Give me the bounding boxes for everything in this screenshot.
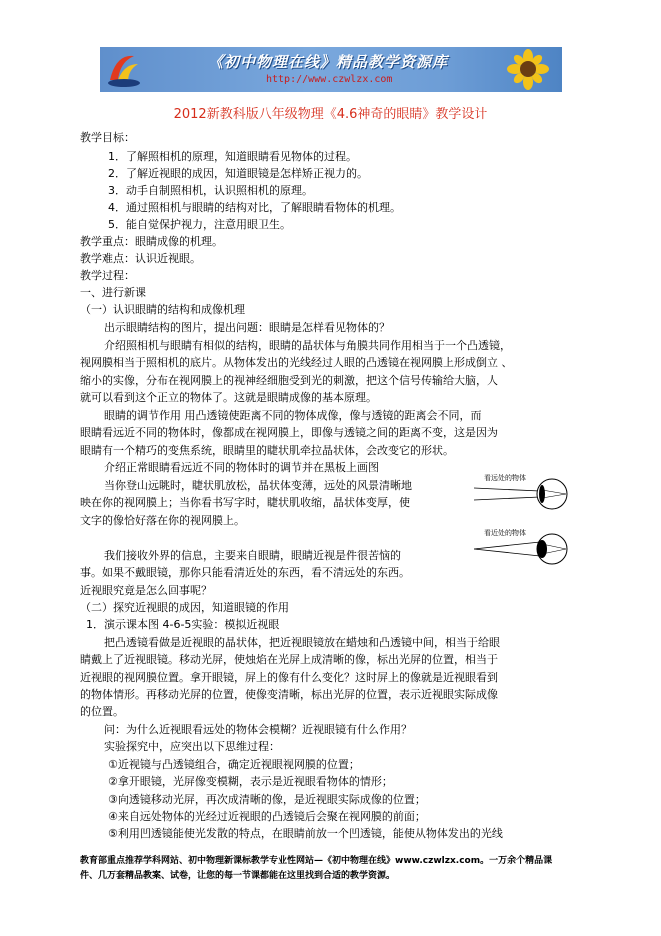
text-line: ①近视镜与凸透镜组合，确定近视眼视网膜的位置；: [108, 758, 360, 771]
text-line: 我们接收外界的信息，主要来自眼睛，眼睛近视是件很苦恼的: [104, 549, 401, 562]
text-line: 实验探究中，应突出以下思维过程：: [104, 740, 280, 753]
text-line: 教学过程：: [80, 269, 135, 282]
eye-far-icon: [474, 479, 567, 509]
text-line: 的位置。: [80, 705, 124, 718]
eye-accommodation-diagram: [470, 468, 580, 573]
text-line: 介绍正常眼睛看远近不同的物体时的调节并在黑板上画图: [104, 461, 379, 474]
text-line: 一、进行新课: [80, 286, 146, 299]
text-line: 介绍照相机与眼睛有相似的结构，眼睛的晶状体与角膜共同作用相当于一个凸透镜，: [104, 339, 511, 352]
text-line: 就可以看到这个正立的物体了。这就是眼睛成像的基本原理。: [80, 391, 377, 404]
figure-label-near: 看近处的物体: [484, 529, 526, 537]
text-line: 教学目标：: [80, 131, 135, 144]
text-line: 2．了解近视眼的成因，知道眼镜是怎样矫正视力的。: [108, 167, 368, 180]
text-line: 事。如果不戴眼镜，那你只能看清近处的东西，看不清远处的东西。: [80, 566, 410, 579]
text-line: 眼睛有一个精巧的变焦系统，眼睛里的睫状肌牵拉晶状体，会改变它的形状。: [80, 444, 454, 457]
footer-line: 件、几万套精品教案、试卷，让您的每一节课都能在这里找到合适的教学资源。: [80, 871, 396, 881]
text-line: 5．能自觉保护视力，注意用眼卫生。: [108, 218, 291, 231]
banner-title: 《初中物理在线》精品教学资源库: [208, 53, 449, 71]
text-line: （二）探究近视眼的成因，知道眼镜的作用: [80, 601, 289, 614]
text-line: 近视眼的视网膜位置。拿开眼镜，屏上的像有什么变化？这时屏上的像就是近视眼看到: [80, 671, 498, 684]
text-line: ④来自远处物体的光经过近视眼的凸透镜后会聚在视网膜的前面；: [108, 810, 426, 823]
text-line: 1．演示课本图 4-6-5实验：模拟近视眼: [86, 618, 280, 631]
text-line: 出示眼睛结构的图片，提出问题：眼睛是怎样看见物体的？: [104, 321, 390, 334]
eye-near-icon: [474, 534, 567, 564]
text-line: 眼睛的调节作用 用凸透镜使距离不同的物体成像，像与透镜的距离会不同，而: [104, 409, 482, 422]
text-line: 近视眼究竟是怎么回事呢？: [80, 584, 212, 597]
text-line: 3．动手自制照相机，认识照相机的原理。: [108, 184, 313, 197]
text-line: 教学重点：眼睛成像的机理。: [80, 235, 223, 248]
footer-line: 教育部重点推荐学科网站、初中物理新课标教学专业性网站—《初中物理在线》www.czwlzx.com。一万余个精品课: [80, 856, 553, 866]
text-line: 眼睛看远近不同的物体时，像都成在视网膜上，即像与透镜之间的距离不变，这是因为: [80, 426, 498, 439]
text-line: 问：为什么近视眼看远处的物体会模糊？近视眼镜有什么作用？: [104, 723, 412, 736]
text-line: 视网膜相当于照相机的底片。从物体发出的光线经过人眼的凸透镜在视网膜上形成倒立 、: [80, 356, 513, 369]
text-line: 缩小的实像，分布在视网膜上的视神经细胞受到光的刺激，把这个信号传输给大脑，人: [80, 374, 498, 387]
text-line: 睛戴上了近视眼镜。移动光屏，使烛焰在光屏上成清晰的像，标出光屏的位置，相当于: [80, 653, 498, 666]
banner-url[interactable]: http://www.czwlzx.com: [266, 74, 393, 85]
text-line: （一）认识眼睛的结构和成像机理: [80, 303, 245, 316]
document-title: 2012新教科版八年级物理《4.6神奇的眼睛》教学设计: [173, 107, 488, 122]
text-line: 把凸透镜看做是近视眼的晶状体，把近视眼镜放在蜡烛和凸透镜中间，相当于给眼: [104, 636, 500, 649]
text-line: ②拿开眼镜，光屏像变模糊，表示是近视眼看物体的情形；: [108, 775, 393, 788]
text-line: 教学难点：认识近视眼。: [80, 252, 201, 265]
text-line: 1．了解照相机的原理，知道眼睛看见物体的过程。: [108, 150, 357, 163]
text-line: 当你登山远眺时，睫状肌放松，晶状体变薄，远处的风景清晰地: [104, 479, 412, 492]
sunflower-icon: [500, 49, 556, 90]
text-line: ③向透镜移动光屏，再次成清晰的像，是近视眼实际成像的位置；: [108, 793, 426, 806]
site-logo-icon: [104, 50, 144, 89]
text-line: 文字的像恰好落在你的视网膜上。: [80, 514, 245, 527]
figure-label-far: 看远处的物体: [484, 474, 526, 482]
page-footer: [80, 854, 600, 884]
text-line: 映在你的视网膜上；当你看书写字时，睫状肌收缩，晶状体变厚，使: [80, 496, 410, 509]
text-line: 的物体情形。再移动光屏的位置，使像变清晰，标出光屏的位置，表示近视眼实际成像: [80, 688, 498, 701]
header-banner: [100, 47, 562, 92]
text-line: 4．通过照相机与眼睛的结构对比，了解眼睛看物体的机理。: [108, 201, 401, 214]
text-line: ⑤利用凹透镜能使光发散的特点，在眼睛前放一个凹透镜，能使从物体发出的光线: [108, 827, 503, 840]
